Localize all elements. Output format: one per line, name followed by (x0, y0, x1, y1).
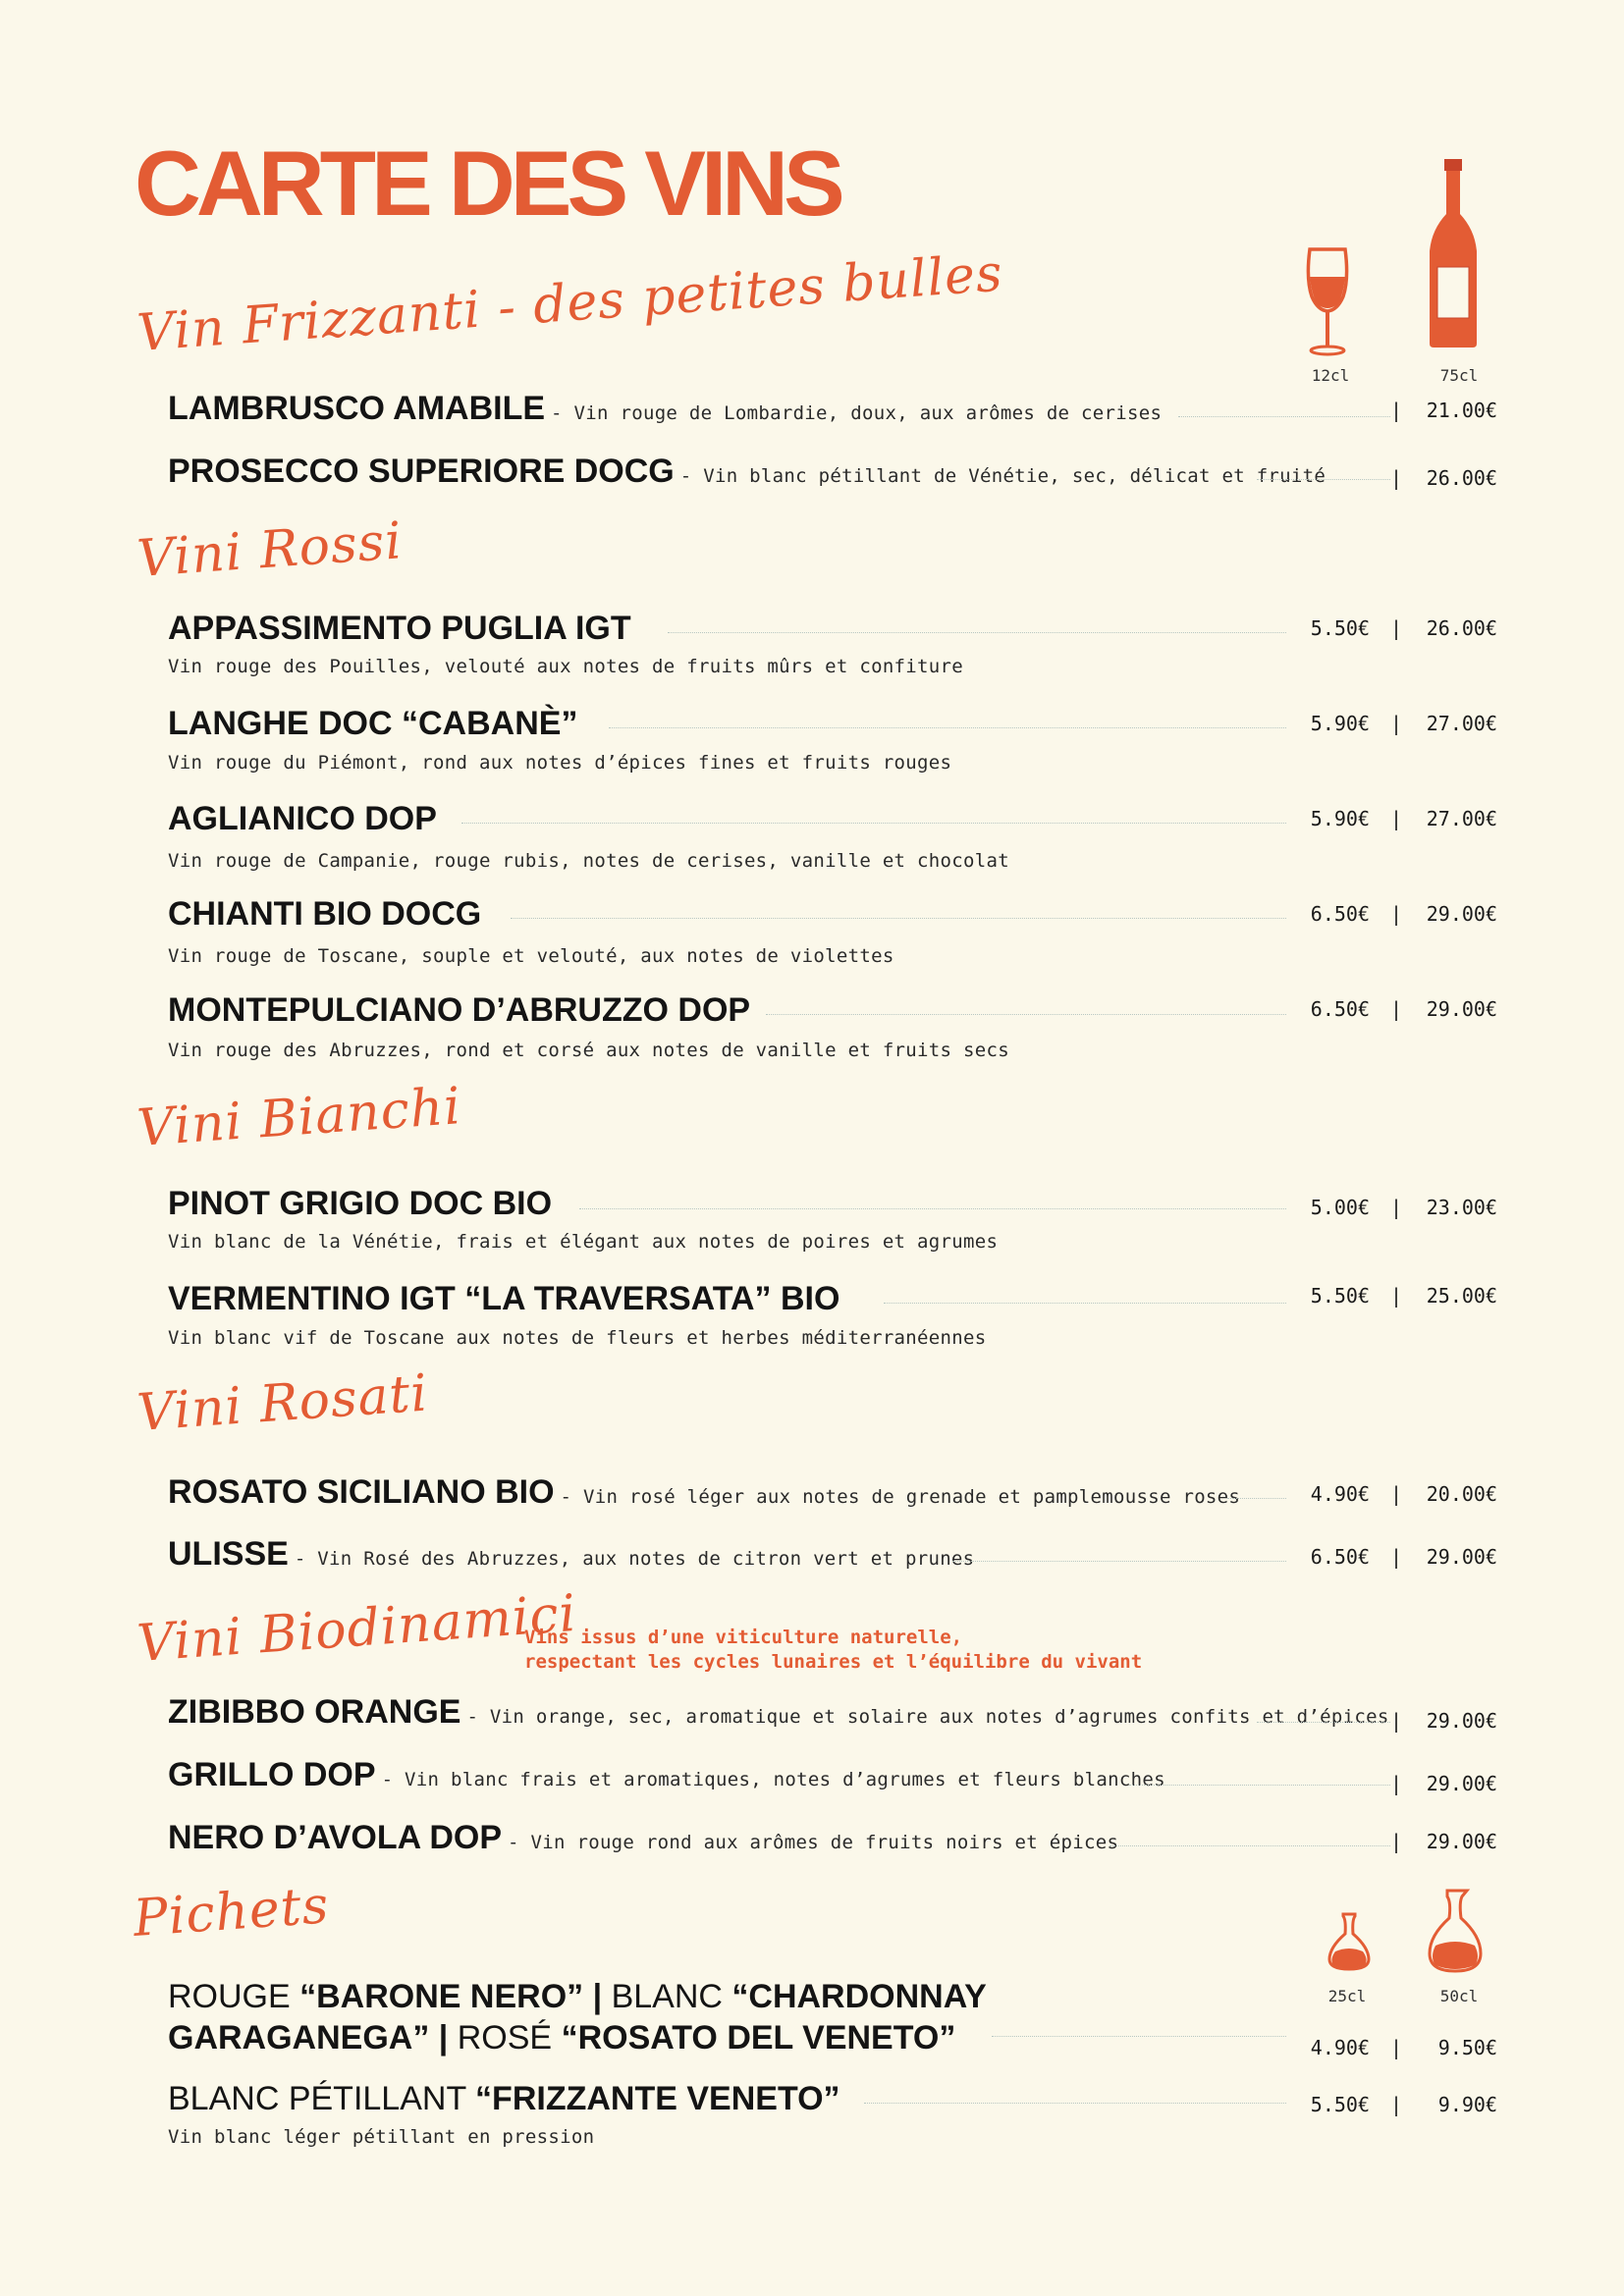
price-separator: | (1390, 1482, 1403, 1506)
bottle-price: 29.00€ (1426, 902, 1497, 926)
section-title-rossi: Vini Rossi (135, 511, 405, 589)
leader-dots (864, 2103, 1286, 2104)
small-carafe-price: 5.50€ (1310, 2093, 1370, 2116)
section-title-frizzanti: Vin Frizzanti - des petites bulles (135, 243, 1005, 363)
wine-description: - Vin blanc pétillant de Vénétie, sec, délicat et fruité (679, 465, 1326, 487)
bottle-price: 27.00€ (1426, 807, 1497, 830)
wine-name: ZIBIBBO ORANGE - Vin orange, sec, aromatique et solaire aux notes d’agrumes confits et d’épices (168, 1693, 1389, 1731)
price-separator: | (1390, 712, 1403, 735)
leader-dots (579, 1208, 1286, 1209)
glass-price: 4.90€ (1310, 1482, 1370, 1506)
glass-price: 6.50€ (1310, 997, 1370, 1021)
bottle-price: 21.00€ (1426, 399, 1497, 422)
leader-dots (992, 2036, 1286, 2037)
wine-description: Vin rouge de Toscane, souple et velouté, aux notes de violettes (168, 945, 894, 967)
glass-price: 5.00€ (1310, 1196, 1370, 1219)
glass-price: 6.50€ (1310, 902, 1370, 926)
bottle-price: 29.00€ (1426, 1709, 1497, 1733)
section-title-bianchi: Vini Bianchi (135, 1077, 463, 1158)
biodynamic-note: Vins issus d’une viticulture naturelle, respectant les cycles lunaires et l’équilibre du vivant (524, 1627, 1143, 1673)
wine-description: Vin blanc de la Vénétie, frais et élégant aux notes de poires et agrumes (168, 1231, 999, 1253)
wine-name: VERMENTINO IGT “LA TRAVERSATA” BIO (168, 1280, 840, 1317)
wine-name: NERO D’AVOLA DOP - Vin rouge rond aux arômes de fruits noirs et épices (168, 1819, 1119, 1856)
small-carafe-price: 4.90€ (1310, 2036, 1370, 2059)
wine-description: - Vin rouge rond aux arômes de fruits noirs et épices (508, 1832, 1119, 1853)
glass-price: 6.50€ (1310, 1545, 1370, 1569)
page-title: CARTE DES VINS (135, 132, 840, 235)
glass-price: 5.90€ (1310, 712, 1370, 735)
section-title-rosati: Vini Rosati (135, 1363, 430, 1443)
glass-price: 5.50€ (1310, 1284, 1370, 1308)
wine-description: - Vin Rosé des Abruzzes, aux notes de citron vert et prunes (294, 1548, 975, 1570)
wine-description: - Vin orange, sec, aromatique et solaire aux notes d’agrumes confits et d’épices (466, 1706, 1389, 1728)
bottle-unit-label: 75cl (1439, 366, 1479, 385)
leader-dots (668, 632, 1286, 633)
wine-description: - Vin blanc frais et aromatiques, notes d’agrumes et fleurs blanches (381, 1769, 1165, 1790)
price-separator: | (1390, 1830, 1403, 1853)
bottle-price: 26.00€ (1426, 616, 1497, 640)
pichet-description: Vin blanc léger pétillant en pression (168, 2126, 595, 2148)
bottle-price: 27.00€ (1426, 712, 1497, 735)
glass-unit-label: 12cl (1311, 366, 1350, 385)
wine-name: MONTEPULCIANO D’ABRUZZO DOP (168, 991, 751, 1029)
pichet-name: ROUGE “BARONE NERO” | BLANC “CHARDONNAY GARAGANEGA” | ROSÉ “ROSATO DEL VENETO” (168, 1978, 987, 2056)
bottle-price: 29.00€ (1426, 1545, 1497, 1569)
section-title-pichets: Pichets (131, 1876, 332, 1949)
wine-name: LANGHE DOC “CABANÈ” (168, 705, 578, 742)
price-separator: | (1390, 1284, 1403, 1308)
wine-description: - Vin rosé léger aux notes de grenade et pamplemousse roses (560, 1486, 1241, 1508)
section-title-biodinamici: Vini Biodinamici (135, 1583, 579, 1674)
small-carafe-unit-label: 25cl (1327, 1987, 1367, 2005)
bottle-price: 29.00€ (1426, 997, 1497, 1021)
leader-dots (884, 1303, 1286, 1304)
bottle-price: 25.00€ (1426, 1284, 1497, 1308)
price-separator: | (1390, 902, 1403, 926)
wine-name: PROSECCO SUPERIORE DOCG - Vin blanc pétillant de Vénétie, sec, délicat et fruité (168, 453, 1326, 490)
large-carafe-icon (1428, 1889, 1483, 1973)
price-separator: | (1390, 2093, 1403, 2116)
wine-glass-icon (1304, 245, 1351, 358)
wine-name: CHIANTI BIO DOCG (168, 895, 482, 933)
bottle-price: 29.00€ (1426, 1772, 1497, 1795)
leader-dots (511, 918, 1286, 919)
price-separator: | (1390, 1709, 1403, 1733)
price-separator: | (1390, 2036, 1403, 2059)
wine-name: PINOT GRIGIO DOC BIO (168, 1185, 553, 1222)
wine-bottle-icon (1428, 157, 1479, 348)
wine-name: LAMBRUSCO AMABILE - Vin rouge de Lombardie, doux, aux arômes de cerises (168, 390, 1163, 427)
price-separator: | (1390, 399, 1403, 422)
price-separator: | (1390, 997, 1403, 1021)
wine-description: Vin rouge du Piémont, rond aux notes d’épices fines et fruits rouges (168, 752, 952, 774)
leader-dots (766, 1014, 1286, 1015)
price-separator: | (1390, 466, 1403, 490)
price-separator: | (1390, 1772, 1403, 1795)
wine-name: GRILLO DOP - Vin blanc frais et aromatiques, notes d’agrumes et fleurs blanches (168, 1756, 1165, 1793)
bottle-price: 23.00€ (1426, 1196, 1497, 1219)
large-carafe-price: 9.50€ (1437, 2036, 1497, 2059)
glass-price: 5.50€ (1310, 616, 1370, 640)
leader-dots (1110, 1845, 1390, 1846)
glass-price: 5.90€ (1310, 807, 1370, 830)
leader-dots (1257, 1722, 1390, 1723)
wine-description: Vin rouge des Abruzzes, rond et corsé aux notes de vanille et fruits secs (168, 1040, 1009, 1061)
bottle-price: 20.00€ (1426, 1482, 1497, 1506)
leader-dots (1129, 1785, 1390, 1786)
wine-name: ULISSE - Vin Rosé des Abruzzes, aux notes de citron vert et prunes (168, 1535, 975, 1573)
leader-dots (952, 1561, 1286, 1562)
small-carafe-icon (1326, 1912, 1373, 1971)
leader-dots (609, 727, 1286, 728)
bottle-price: 29.00€ (1426, 1830, 1497, 1853)
price-separator: | (1390, 807, 1403, 830)
wine-description: Vin blanc vif de Toscane aux notes de fleurs et herbes méditerranéennes (168, 1327, 987, 1349)
wine-description: Vin rouge de Campanie, rouge rubis, notes de cerises, vanille et chocolat (168, 850, 1009, 872)
price-separator: | (1390, 1196, 1403, 1219)
wine-name: AGLIANICO DOP (168, 800, 437, 837)
pichet-name: BLANC PÉTILLANT “FRIZZANTE VENETO” (168, 2080, 840, 2117)
large-carafe-unit-label: 50cl (1439, 1987, 1479, 2005)
wine-description: Vin rouge des Pouilles, velouté aux notes de fruits mûrs et confiture (168, 656, 963, 677)
leader-dots (1257, 479, 1390, 480)
leader-dots (1178, 416, 1390, 417)
leader-dots (461, 823, 1286, 824)
wine-name: APPASSIMENTO PUGLIA IGT (168, 610, 631, 647)
price-separator: | (1390, 616, 1403, 640)
bottle-price: 26.00€ (1426, 466, 1497, 490)
wine-name: ROSATO SICILIANO BIO - Vin rosé léger aux notes de grenade et pamplemousse roses (168, 1473, 1241, 1511)
wine-description: - Vin rouge de Lombardie, doux, aux arômes de cerises (551, 402, 1163, 424)
large-carafe-price: 9.90€ (1437, 2093, 1497, 2116)
price-separator: | (1390, 1545, 1403, 1569)
